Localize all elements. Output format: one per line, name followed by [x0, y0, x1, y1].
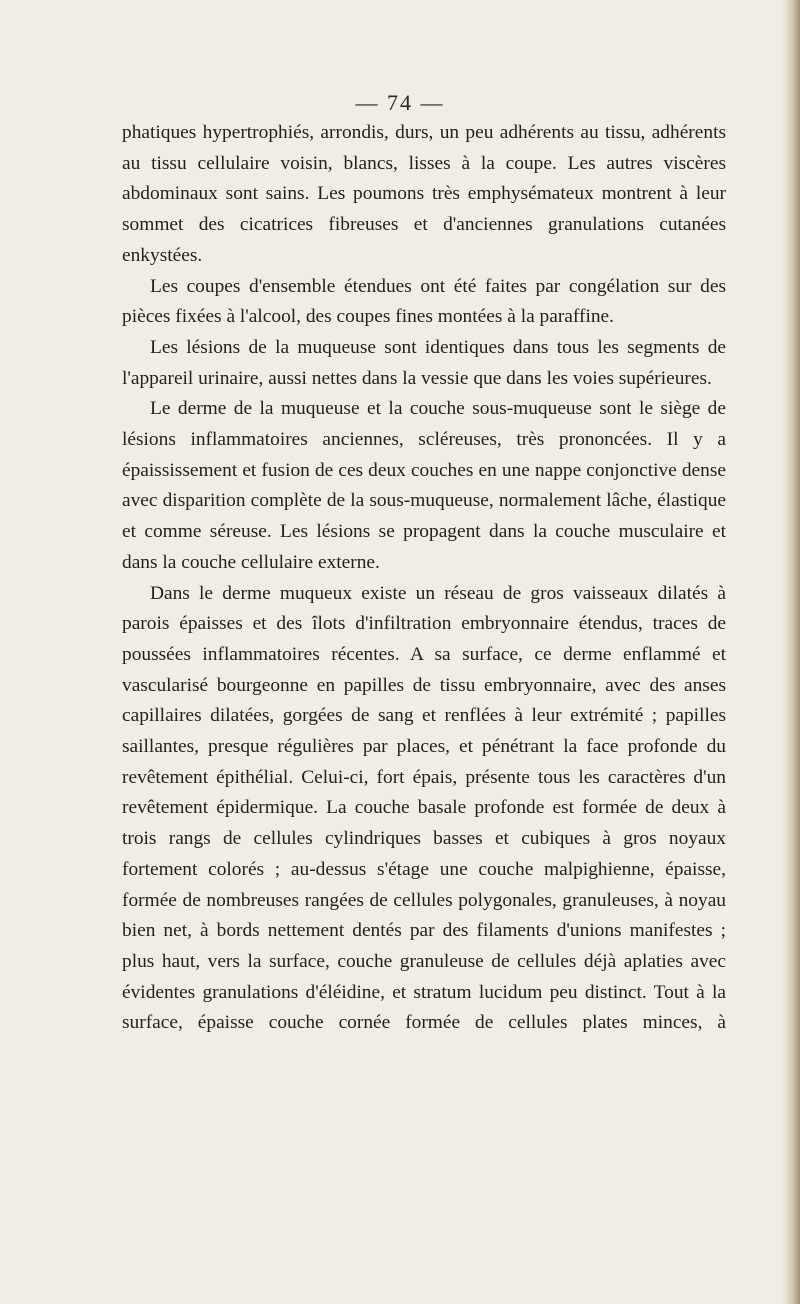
paragraph-4: Le derme de la muqueuse et la couche sous-muqueuse sont le siège de lésions inflammatoires anciennes, scléreuses, très prononcées. Il y a épaississement et fusion de ces deux couches en une nappe conjonctive dense avec disparition complète de la sous-muqueuse, normalement lâche, élastique et comme séreuse. Les lésions se propagent dans la couche musculaire et dans la couche cellulaire externe.	[122, 398, 726, 573]
page-number: — 74 —	[355, 90, 445, 115]
body-text	[122, 118, 726, 1039]
page-edge-shadow	[782, 0, 800, 1304]
paragraph-1: phatiques hypertrophiés, arrondis, durs, un peu adhérents au tissu, adhérents au tissu cellulaire voisin, blancs, lisses à la coupe. Les autres viscères abdominaux sont sains. Les poumons très emphysémateux montrent à leur sommet des cicatrices fibreuses et d'anciennes granulations cutanées enkystées.	[122, 122, 726, 266]
paragraph-2: Les coupes d'ensemble étendues ont été faites par congélation sur des pièces fixées à l'alcool, des coupes fines montées à la paraffine.	[122, 275, 726, 328]
paragraph-3: Les lésions de la muqueuse sont identiques dans tous les segments de l'appareil urinaire, aussi nettes dans la vessie que dans les voies supérieures.	[122, 336, 726, 389]
paragraph-5: Dans le derme muqueux existe un réseau de gros vaisseaux dilatés à parois épaisses et des îlots d'infiltration embryonnaire étendus, traces de poussées inflammatoires récentes. A sa surface, ce derme enflammé et vascularisé bourgeonne en papilles de tissu embryonnaire, avec des anses capillaires dilatées, gorgées de sang et renflées à leur extrémité ; papilles saillantes, presque régulières par places, et pénétrant la face profonde du revêtement épithélial. Celui-ci, fort épais, présente tous les caractères d'un revêtement épidermique. La couche basale profonde est formée de deux à trois rangs de cellules cylindriques basses et cubiques à gros noyaux fortement colorés ; au-dessus s'étage une couche malpighienne, épaisse, formée de nombreuses rangées de cellules polygonales, granuleuses, à noyau bien net, à bords nettement dentés par des filaments d'unions manifestes ; plus haut, vers la surface, couche granuleuse de cellules déjà aplaties avec évidentes granulations d'éléidine, et stratum lucidum peu distinct. Tout à la surface, épaisse couche cornée formée de cellules plates minces, à	[122, 582, 726, 1034]
